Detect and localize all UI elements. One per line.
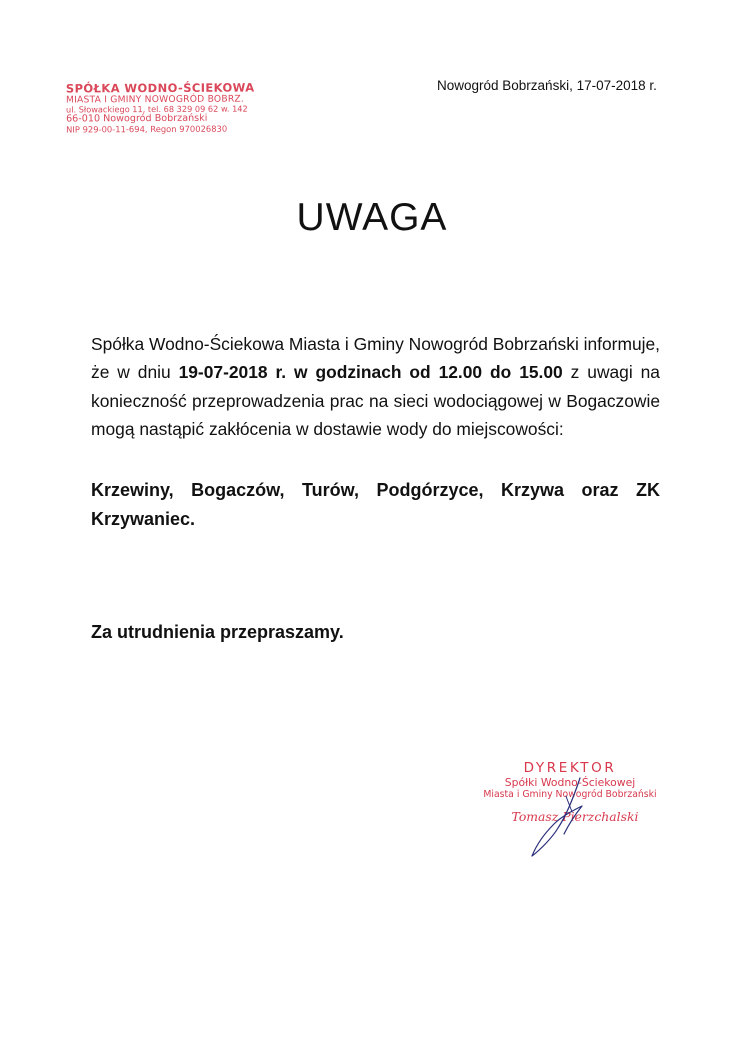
stamp-company-name: SPÓŁKA WODNO-ŚCIEKOWA <box>65 80 255 96</box>
director-org-line1: Spółki Wodno-Ściekowej <box>504 776 636 789</box>
notice-rest: z uwagi na konieczność przeprowadzenia prac na sieci wodociągowej w Bogaczowie mogą nastąpić zakłócenia w dostawie wody do miejscowości: <box>91 362 660 439</box>
document-title: UWAGA <box>296 196 448 239</box>
director-name: Tomasz Pierzchalski <box>511 809 639 824</box>
company-stamp <box>66 82 255 135</box>
stamp-municipality: MIASTA I GMINY NOWOGRÓD BOBRZ. <box>65 93 245 106</box>
stamp-address: ul. Słowackiego 11, tel. 68 329 09 62 w. 142 <box>65 103 248 115</box>
affected-localities: Krzewiny, Bogaczów, Turów, Podgórzyce, Krzywa oraz ZK Krzywaniec. <box>91 480 660 529</box>
notice-paragraph <box>91 330 660 443</box>
director-role: DYREKTOR <box>523 760 617 776</box>
notice-intro: Spółka Wodno-Ściekowa Miasta i Gminy Nowogród Bobrzański informuje, że w dniu <box>91 334 660 383</box>
stamp-postcode: 66-010 Nowogród Bobrzański <box>66 113 208 125</box>
stamp-tax-ids: NIP 929-00-11-694, Regon 970026830 <box>66 123 228 135</box>
notice-date-time: 19-07-2018 r. w godzinach od 12.00 do 15.00 <box>178 362 563 383</box>
director-org-line2: Miasta i Gminy Nowogród Bobrzański <box>483 789 657 800</box>
place-and-date: Nowogród Bobrzański, 17-07-2018 r. <box>437 78 657 93</box>
notice-body <box>91 330 660 443</box>
handwritten-signature <box>508 776 608 866</box>
apology-text: Za utrudnienia przepraszamy. <box>91 622 344 642</box>
